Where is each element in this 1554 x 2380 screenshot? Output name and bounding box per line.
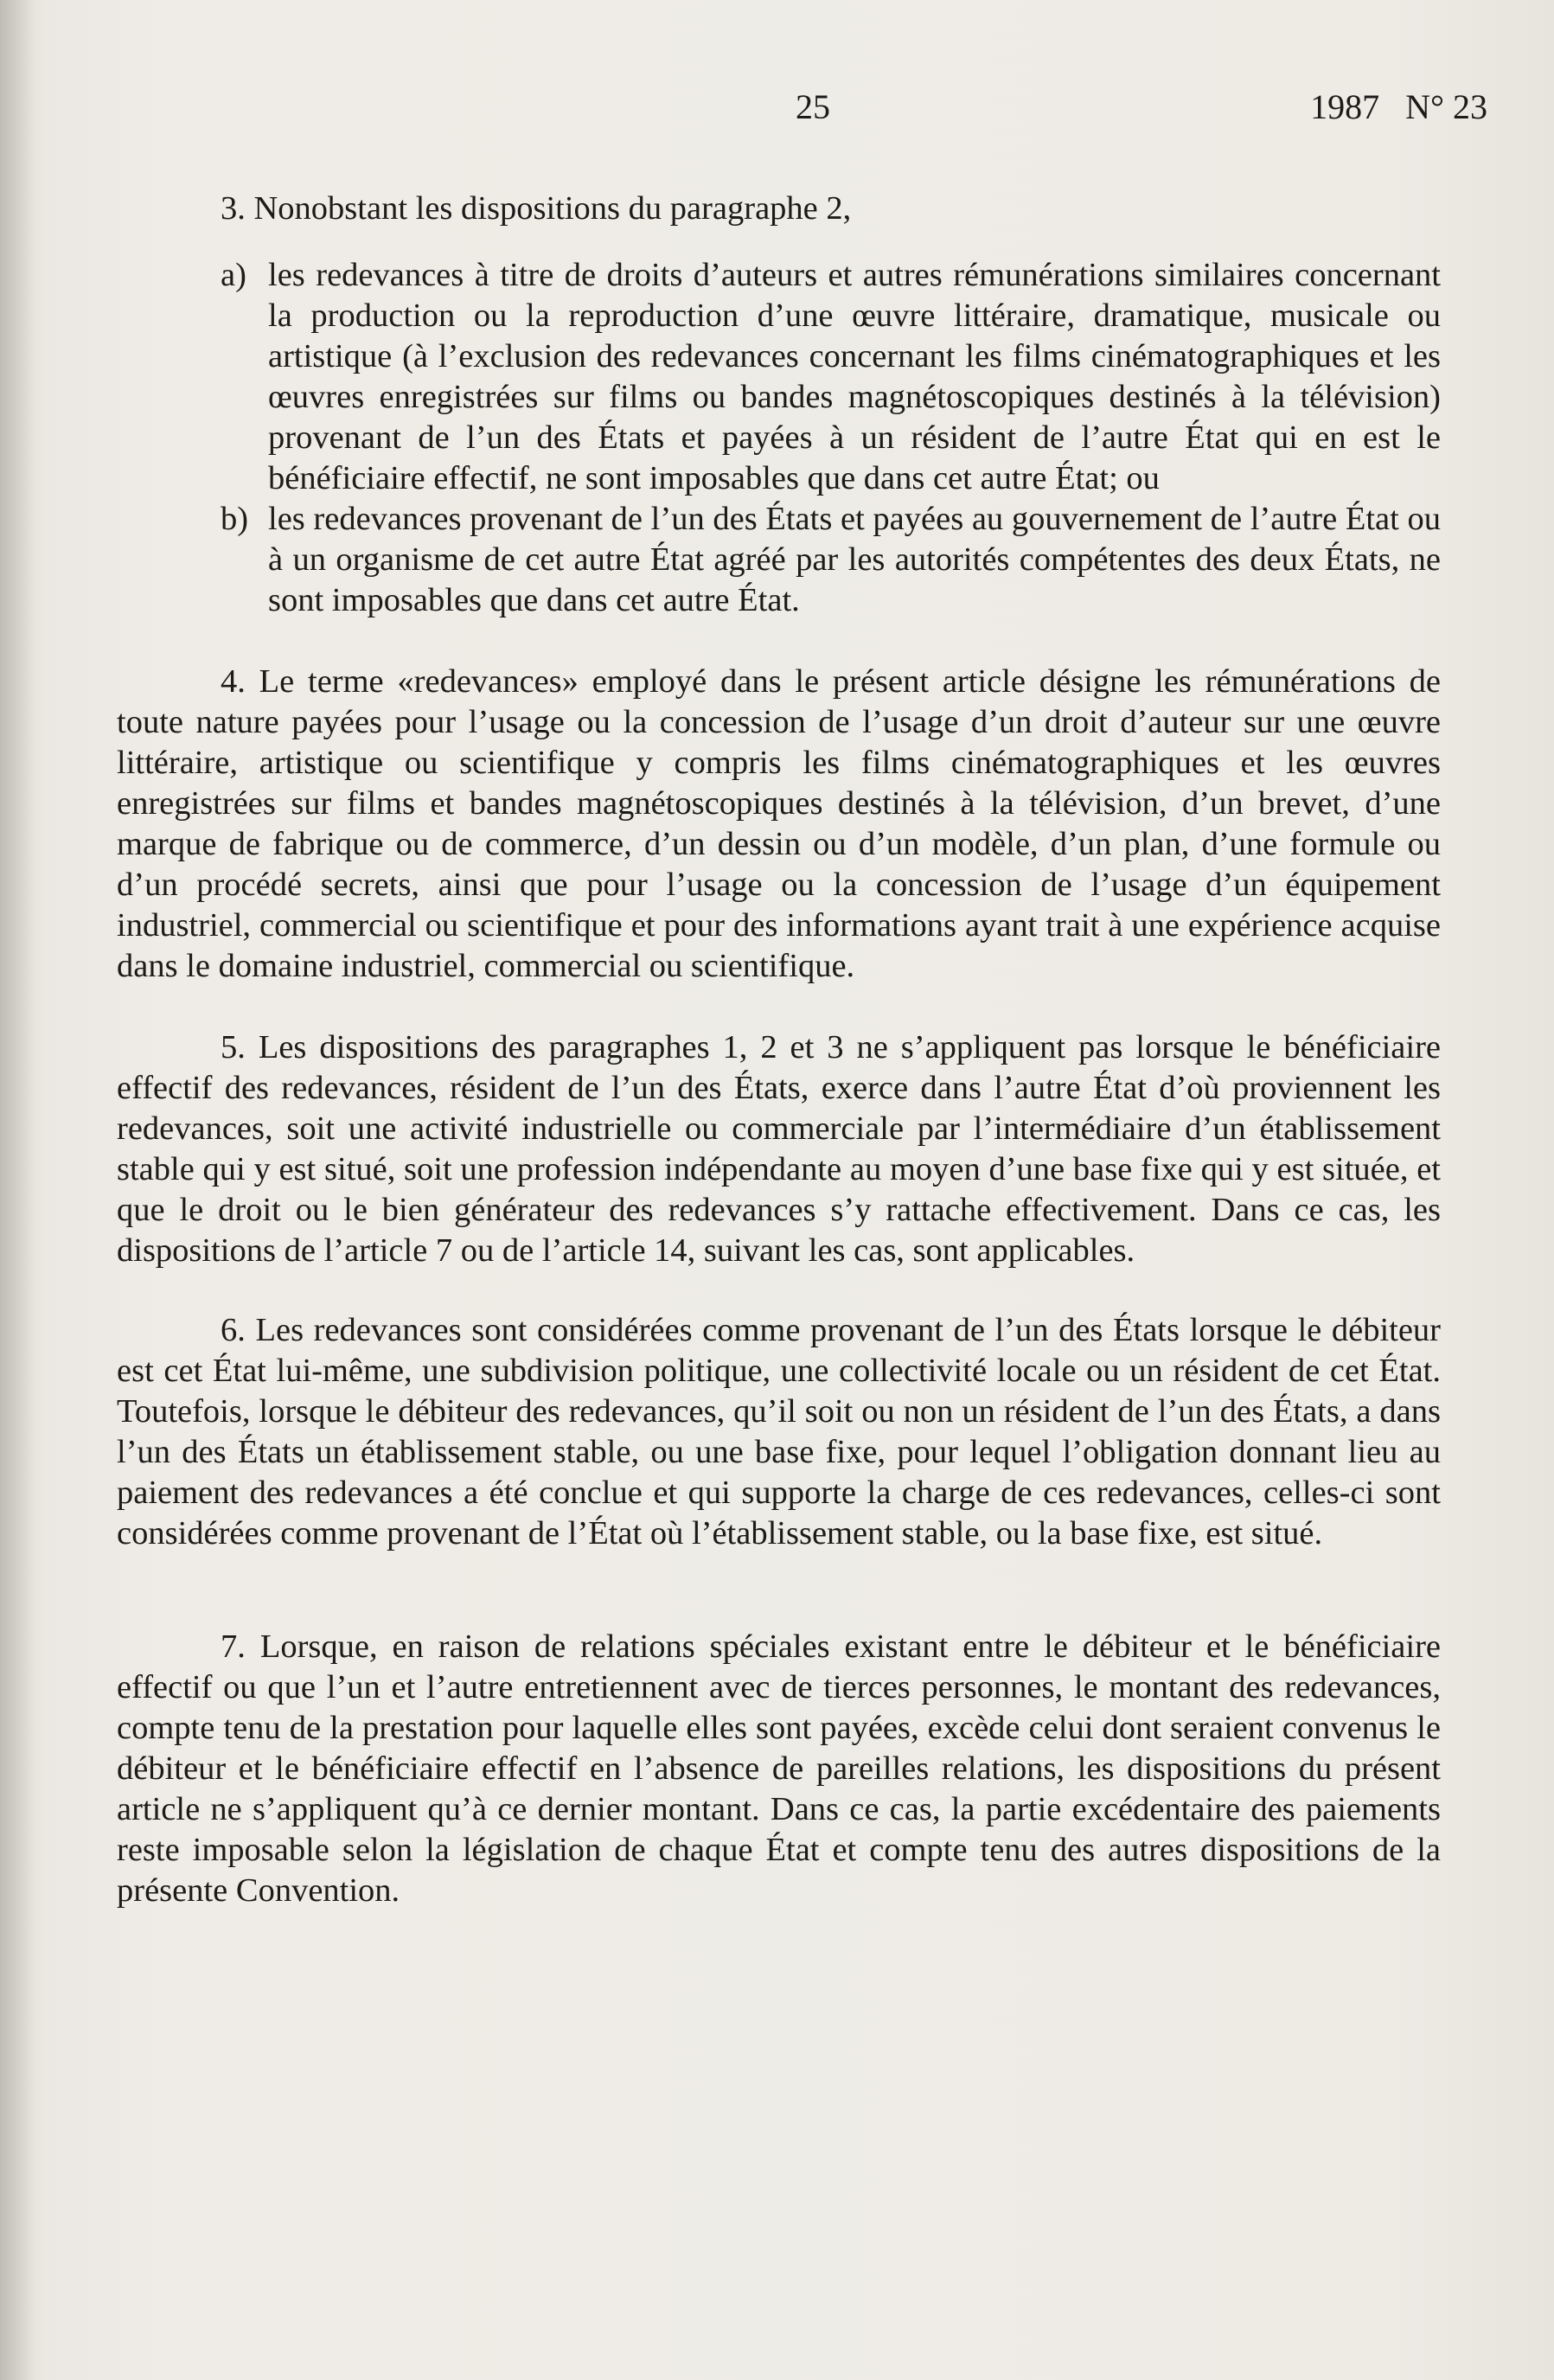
page-number: 25: [796, 87, 830, 126]
list-item-label: a): [221, 257, 246, 293]
list-item-label: b): [221, 501, 249, 537]
list-item-b: [117, 499, 1441, 621]
list-item-text: les redevances à titre de droits d’auteurs et autres rémunérations similaires concernant la production ou la reproduction d’une œuvre littéraire, dramatique, musicale ou artistique (à l’exclusion des redevances concernant les films cinématographiques et les œuvres enregistrées sur films ou bandes magnétoscopiques destinés à la télévision) provenant de l’un des États et payées à un résident de l’autre État qui en est le bénéficiaire effectif, ne sont imposables que dans cet autre État; ou: [268, 257, 1441, 496]
binding-shadow: [0, 0, 35, 2380]
paragraph-6: 6. Les redevances sont considérées comme provenant de l’un des États lorsque le débiteur est cet État lui-même, une subdivision politique, une collectivité locale ou un résident de cet État. Toutefois, lorsque le débiteur des redevances, qu’il soit ou non un résident de l’un des États, a dans l’un des États un établissement stable, ou une base fixe, pour lequel l’obligation donnant lieu au paiement des redevances a été conclue et qui supporte la charge de ces redevances, celles-ci sont considérées comme provenant de l’État où l’établissement stable, ou la base fixe, est situé.: [117, 1312, 1441, 1551]
paragraph-7: 7. Lorsque, en raison de relations spéciales existant entre le débiteur et le bénéficiaire effectif ou que l’un et l’autre entretiennent avec de tierces personnes, le montant des redevances, compte tenu de la prestation pour laquelle elles sont payées, excède celui dont seraient convenus le débiteur et le bénéficiaire effectif en l’absence de pareilles relations, les dispositions du présent article ne s’appliquent qu’à ce dernier montant. Dans ce cas, la partie excédentaire des paiements reste imposable selon la législation de chaque État et compte tenu des autres dispositions de la présente Convention.: [117, 1628, 1441, 1909]
paragraph-5: 5. Les dispositions des paragraphes 1, 2 et 3 ne s’appliquent pas lorsque le bénéficiaire effectif des redevances, résident de l’un des États, exerce dans l’autre État d’où proviennent les redevances, soit une activité industrielle ou commerciale par l’intermédiaire d’un établissement stable qui y est situé, soit une profession indépendante au moyen d’une base fixe qui y est située, et que le droit ou le bien générateur des redevances s’y rattache effectivement. Dans ce cas, les dispositions de l’article 7 ou de l’article 14, suivant les cas, sont applicables.: [117, 1029, 1441, 1269]
list-item-text: les redevances provenant de l’un des États et payées au gouvernement de l’autre État ou à un organisme de cet autre État agréé par les autorités compétentes des deux États, ne sont imposables que dans cet autre État.: [268, 501, 1441, 618]
list-item-a: [117, 255, 1441, 499]
publication-reference: 1987 N° 23: [1310, 87, 1487, 126]
article-body: [117, 189, 1441, 1911]
paragraph-4: 4. Le terme «redevances» employé dans le présent article désigne les rémunérations de toute nature payées pour l’usage ou la concession de l’usage d’un droit d’auteur sur une œuvre littéraire, artistique ou scientifique y compris les films cinématographiques et les œuvres enregistrées sur films et bandes magnétoscopiques destinés à la télévision, d’un brevet, d’une marque de fabrique ou de commerce, d’un dessin ou d’un modèle, d’un plan, d’une formule ou d’un procédé secrets, ainsi que pour l’usage ou la concession de l’usage d’un équipement industriel, commercial ou scientifique et pour des informations ayant trait à une expérience acquise dans le domaine industriel, commercial ou scientifique.: [117, 663, 1441, 984]
paragraph-3-intro: 3. Nonobstant les dispositions du paragraphe 2,: [221, 190, 852, 227]
